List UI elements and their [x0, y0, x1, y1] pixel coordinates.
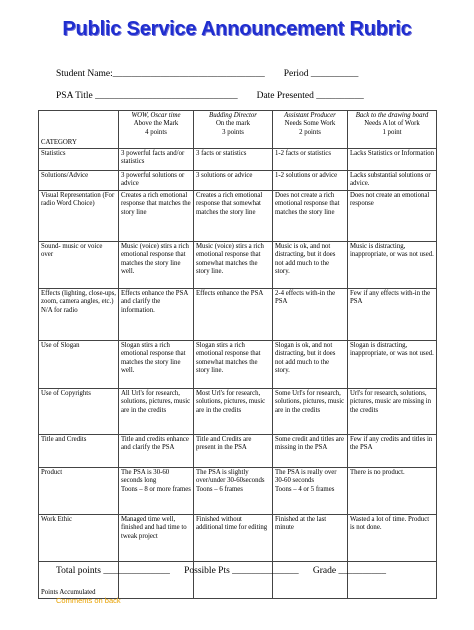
table-row [39, 435, 437, 468]
rubric-body [39, 149, 437, 599]
criteria-cell: Does not create an emotional response [348, 191, 437, 242]
criteria-cell: 3 solutions or advice [194, 171, 273, 191]
criteria-cell: Managed time well, finished and had time to tweak project [119, 515, 194, 562]
criteria-cell: Music is distracting, inappropriate, or was not used. [348, 242, 437, 289]
criteria-cell: The PSA is 30-60 seconds long Toons – 8 or more frames [119, 468, 194, 515]
category-cell: Product [39, 468, 119, 515]
table-row [39, 341, 437, 389]
table-row [39, 289, 437, 341]
category-header: CATEGORY [39, 111, 119, 149]
criteria-cell: Music (voice) stirs a rich emotional response that somewhat matches the story line. [194, 242, 273, 289]
criteria-cell: Most Url's for research, solutions, pictures, music are in the credits [194, 389, 273, 435]
criteria-cell: Wasted a lot of time. Product is not done. [348, 515, 437, 562]
criteria-cell: Some Url's for research, solutions, pictures, music are in the credits [273, 389, 348, 435]
criteria-cell: Slogan is distracting, inappropriate, or was not used. [348, 341, 437, 389]
criteria-cell: Title and credits enhance and clarify the PSA [119, 435, 194, 468]
category-cell: Title and Credits [39, 435, 119, 468]
table-row [39, 149, 437, 171]
table-row [39, 468, 437, 515]
criteria-cell: 3 powerful facts and/or statistics [119, 149, 194, 171]
rubric-header-row [39, 111, 437, 149]
criteria-cell: Url's for research, solutions, pictures, music are missing in the credits [348, 389, 437, 435]
psa-title-line: PSA Title ______________________________ Date Presented __________ [56, 91, 364, 101]
criteria-cell: Title and Credits are present in the PSA [194, 435, 273, 468]
category-cell: Effects (lighting, close-ups, zoom, camera angles, etc.) N/A for radio [39, 289, 119, 341]
criteria-cell: Effects enhance the PSA and clarify the information. [119, 289, 194, 341]
table-row [39, 171, 437, 191]
criteria-cell: 1-2 facts or statistics [273, 149, 348, 171]
criteria-cell: There is no product. [348, 468, 437, 515]
criteria-cell: Few if any effects with-in the PSA [348, 289, 437, 341]
criteria-cell: Creates a rich emotional response that somewhat matches the story line [194, 191, 273, 242]
criteria-cell: 3 powerful solutions or advice [119, 171, 194, 191]
table-row [39, 191, 437, 242]
category-cell: Use of Slogan [39, 341, 119, 389]
category-cell: Points Accumulated [39, 562, 119, 599]
criteria-cell: Creates a rich emotional response that matches the story line [119, 191, 194, 242]
criteria-cell: Music is ok, and not distracting, but it does not add much to the story. [273, 242, 348, 289]
column-header-3: Budding Director On the mark 3 points [194, 111, 273, 149]
column-header-4: WOW, Oscar time Above the Mark 4 points [119, 111, 194, 149]
criteria-cell: Finished without additional time for editing [194, 515, 273, 562]
category-cell: Visual Representation (For radio Word Choice) [39, 191, 119, 242]
criteria-cell: Slogan stirs a rich emotional response that matches the story line well. [119, 341, 194, 389]
criteria-cell: Finished at the last minute [273, 515, 348, 562]
criteria-cell: Some credit and titles are missing in the PSA [273, 435, 348, 468]
column-header-2: Assistant Producer Needs Some Work 2 points [273, 111, 348, 149]
criteria-cell: Slogan stirs a rich emotional response that somewhat matches the story line. [194, 341, 273, 389]
category-cell: Solutions/Advice [39, 171, 119, 191]
comments-note: Comments on back [56, 596, 121, 605]
column-header-1: Back to the drawing board Needs A lot of Work 1 point [348, 111, 437, 149]
rubric-table [38, 110, 437, 599]
page-title: Public Service Announcement Rubric [62, 18, 412, 40]
category-cell: Sound- music or voice over [39, 242, 119, 289]
criteria-cell: Effects enhance the PSA [194, 289, 273, 341]
criteria-cell: 2-4 effects with-in the PSA [273, 289, 348, 341]
criteria-cell: Slogan is ok, and not distracting, but it does not add much to the story. [273, 341, 348, 389]
table-row [39, 242, 437, 289]
criteria-cell: Music (voice) stirs a rich emotional response that matches the story line well. [119, 242, 194, 289]
criteria-cell: All Url's for research, solutions, pictures, music are in the credits [119, 389, 194, 435]
table-row [39, 389, 437, 435]
category-cell: Statistics [39, 149, 119, 171]
criteria-cell: 3 facts or statistics [194, 149, 273, 171]
criteria-cell: 1-2 solutions or advice [273, 171, 348, 191]
table-row [39, 515, 437, 562]
criteria-cell: The PSA is really over 30-60 seconds Toons – 4 or 5 frames [273, 468, 348, 515]
totals-line: Total points ______________ Possible Pts ______________ Grade __________ [56, 566, 386, 576]
category-cell: Use of Copyrights [39, 389, 119, 435]
student-name-line: Student Name:________________________________ Period __________ [56, 69, 359, 79]
criteria-cell: Few if any credits and titles in the PSA [348, 435, 437, 468]
criteria-cell: The PSA is slightly over/under 30-60seconds Toons – 6 frames [194, 468, 273, 515]
category-cell: Work Ethic [39, 515, 119, 562]
criteria-cell: Does not create a rich emotional response that matches the story line [273, 191, 348, 242]
criteria-cell: Lacks substantial solutions or advice. [348, 171, 437, 191]
criteria-cell: Lacks Statistics or Information [348, 149, 437, 171]
